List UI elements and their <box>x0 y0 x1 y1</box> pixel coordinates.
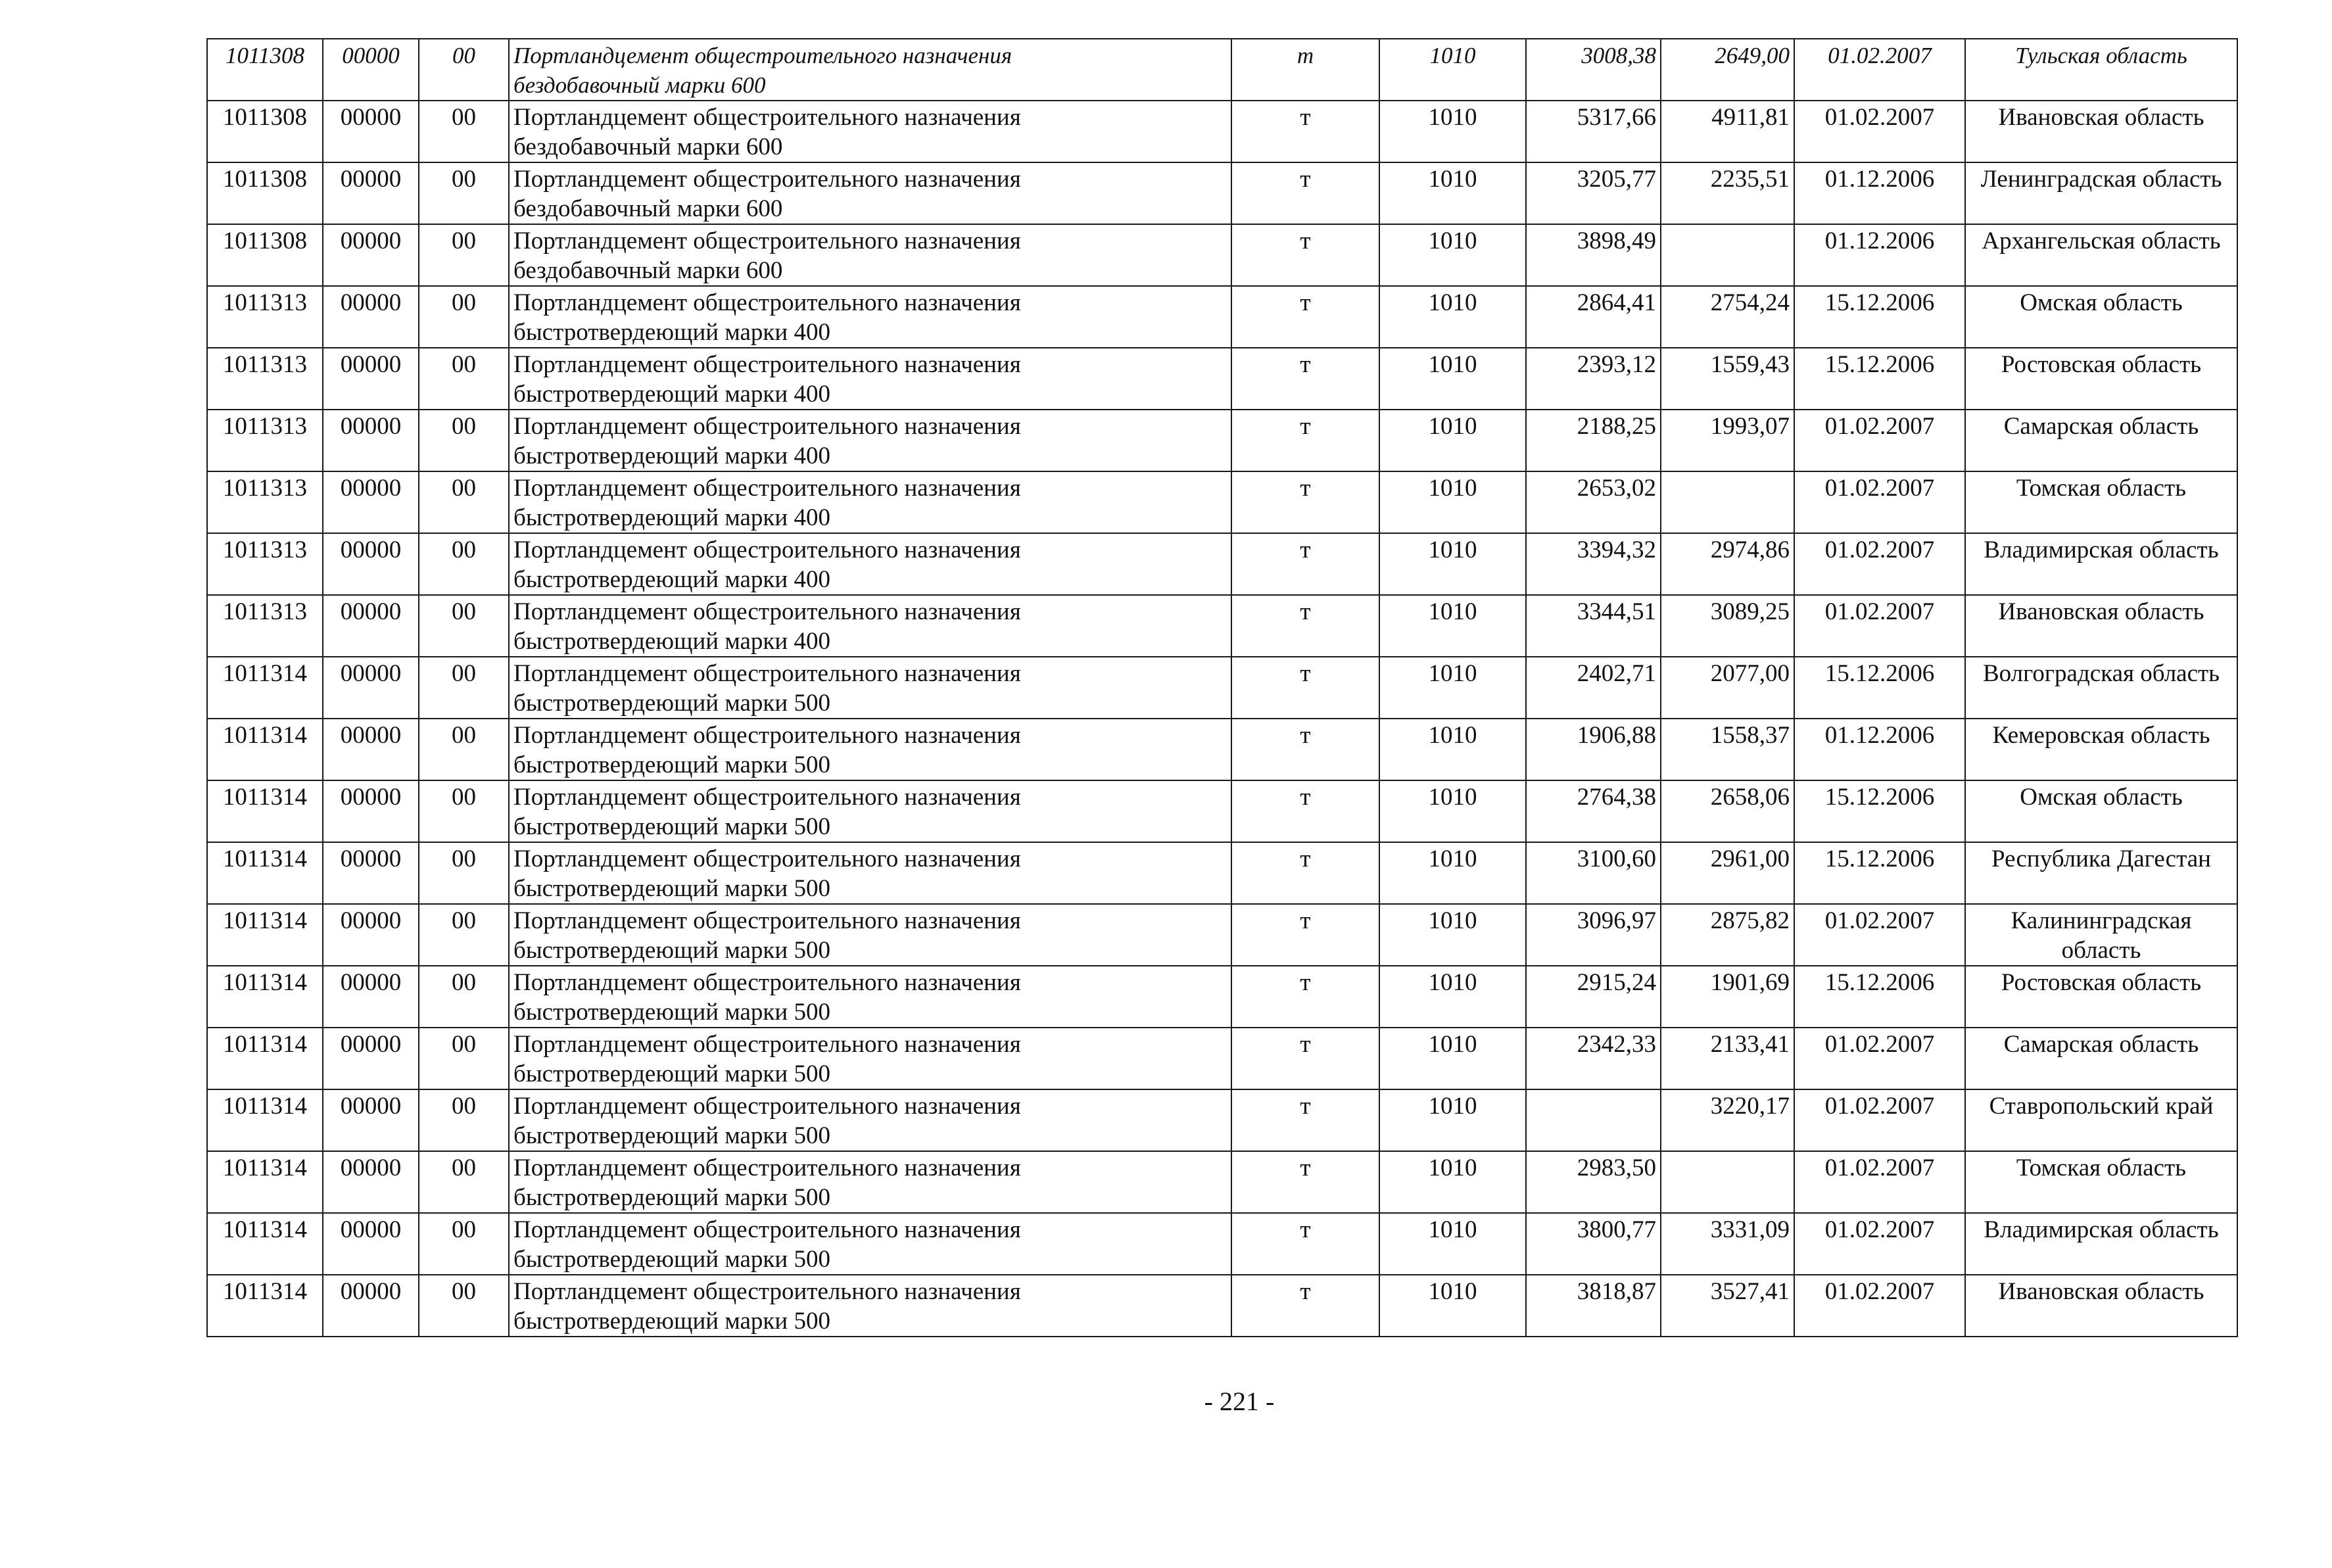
product-name-line-2: бездобавочный марки 600 <box>513 72 766 98</box>
product-name-line-2: быстротвердеющий марки 500 <box>513 1122 830 1149</box>
product-name-cell <box>509 471 1231 533</box>
subcode-cell: 00000 <box>323 966 419 1028</box>
suffix-cell: 00 <box>419 533 509 595</box>
price-1-cell: 1906,88 <box>1526 719 1661 780</box>
date-cell: 15.12.2006 <box>1794 657 1965 719</box>
price-1-cell: 2393,12 <box>1526 348 1661 410</box>
suffix-cell: 00 <box>419 1275 509 1337</box>
product-name-line-1: Портландцемент общестроительного назначения <box>513 43 1012 68</box>
price-2-cell: 2974,86 <box>1661 533 1794 595</box>
date-cell: 15.12.2006 <box>1794 780 1965 842</box>
okei-code-cell: 1010 <box>1379 966 1526 1028</box>
price-2-cell: 2235,51 <box>1661 162 1794 224</box>
subcode-cell: 00000 <box>323 595 419 657</box>
price-1-cell: 2402,71 <box>1526 657 1661 719</box>
product-name-line-2: быстротвердеющий марки 400 <box>513 628 830 655</box>
product-name-line-2: быстротвердеющий марки 400 <box>513 381 830 408</box>
price-1-cell: 3096,97 <box>1526 904 1661 966</box>
subcode-cell: 00000 <box>323 410 419 471</box>
product-name-line-1: Портландцемент общестроительного назначения <box>513 845 1021 872</box>
okei-code-cell: 1010 <box>1379 719 1526 780</box>
product-name-line-2: быстротвердеющий марки 500 <box>513 751 830 778</box>
price-2-cell: 1993,07 <box>1661 410 1794 471</box>
price-2-cell: 4911,81 <box>1661 101 1794 162</box>
suffix-cell: 00 <box>419 1213 509 1275</box>
product-code-cell: 1011314 <box>207 1089 323 1151</box>
subcode-cell: 00000 <box>323 780 419 842</box>
unit-cell: т <box>1231 842 1379 904</box>
price-2-cell: 2875,82 <box>1661 904 1794 966</box>
product-code-cell: 1011313 <box>207 595 323 657</box>
subcode-cell: 00000 <box>323 904 419 966</box>
product-name-cell <box>509 101 1231 162</box>
price-2-cell: 2077,00 <box>1661 657 1794 719</box>
product-name-line-1: Портландцемент общестроительного назначения <box>513 969 1021 996</box>
product-name-cell <box>509 595 1231 657</box>
price-1-cell: 3205,77 <box>1526 162 1661 224</box>
okei-code-cell: 1010 <box>1379 286 1526 348</box>
okei-code-cell: 1010 <box>1379 1151 1526 1213</box>
suffix-cell: 00 <box>419 348 509 410</box>
table-row <box>207 1151 2237 1213</box>
product-name-cell <box>509 1089 1231 1151</box>
region-cell: Ивановская область <box>1965 1275 2237 1337</box>
date-cell: 01.02.2007 <box>1794 39 1965 101</box>
date-cell: 01.02.2007 <box>1794 1213 1965 1275</box>
region-cell: Самарская область <box>1965 1028 2237 1089</box>
suffix-cell: 00 <box>419 162 509 224</box>
okei-code-cell: 1010 <box>1379 904 1526 966</box>
suffix-cell: 00 <box>419 780 509 842</box>
unit-cell: т <box>1231 101 1379 162</box>
unit-cell: т <box>1231 224 1379 286</box>
price-1-cell <box>1526 1089 1661 1151</box>
date-cell: 15.12.2006 <box>1794 348 1965 410</box>
unit-cell: т <box>1231 39 1379 101</box>
date-cell: 01.02.2007 <box>1794 1151 1965 1213</box>
product-name-line-2: быстротвердеющий марки 500 <box>513 1246 830 1273</box>
table-row <box>207 224 2237 286</box>
date-cell: 01.02.2007 <box>1794 410 1965 471</box>
product-code-cell: 1011314 <box>207 1028 323 1089</box>
unit-cell: т <box>1231 471 1379 533</box>
price-2-cell: 1558,37 <box>1661 719 1794 780</box>
product-name-line-2: быстротвердеющий марки 400 <box>513 442 830 469</box>
price-1-cell: 2342,33 <box>1526 1028 1661 1089</box>
suffix-cell: 00 <box>419 657 509 719</box>
subcode-cell: 00000 <box>323 1028 419 1089</box>
product-code-cell: 1011314 <box>207 1213 323 1275</box>
date-cell: 15.12.2006 <box>1794 842 1965 904</box>
subcode-cell: 00000 <box>323 1151 419 1213</box>
suffix-cell: 00 <box>419 471 509 533</box>
price-table <box>206 38 2238 1337</box>
date-cell: 15.12.2006 <box>1794 286 1965 348</box>
product-name-line-2: быстротвердеющий марки 500 <box>513 875 830 902</box>
unit-cell: т <box>1231 1089 1379 1151</box>
price-2-cell: 3220,17 <box>1661 1089 1794 1151</box>
price-2-cell: 2649,00 <box>1661 39 1794 101</box>
price-2-cell: 3527,41 <box>1661 1275 1794 1337</box>
okei-code-cell: 1010 <box>1379 1028 1526 1089</box>
product-name-line-2: быстротвердеющий марки 400 <box>513 319 830 346</box>
region-cell: Волгоградская область <box>1965 657 2237 719</box>
date-cell: 01.12.2006 <box>1794 719 1965 780</box>
price-2-cell: 3089,25 <box>1661 595 1794 657</box>
region-cell: Ивановская область <box>1965 101 2237 162</box>
price-2-cell: 2961,00 <box>1661 842 1794 904</box>
region-cell: Омская область <box>1965 286 2237 348</box>
product-code-cell: 1011314 <box>207 1151 323 1213</box>
unit-cell: т <box>1231 162 1379 224</box>
okei-code-cell: 1010 <box>1379 162 1526 224</box>
suffix-cell: 00 <box>419 842 509 904</box>
product-code-cell: 1011313 <box>207 348 323 410</box>
region-cell: Омская область <box>1965 780 2237 842</box>
subcode-cell: 00000 <box>323 162 419 224</box>
product-name-line-2: быстротвердеющий марки 500 <box>513 1184 830 1211</box>
product-name-cell <box>509 842 1231 904</box>
region-cell: Ивановская область <box>1965 595 2237 657</box>
region-cell: Владимирская область <box>1965 1213 2237 1275</box>
product-name-line-1: Портландцемент общестроительного назначения <box>513 1216 1021 1243</box>
date-cell: 01.02.2007 <box>1794 1275 1965 1337</box>
product-name-line-2: быстротвердеющий марки 500 <box>513 813 830 840</box>
price-1-cell: 2864,41 <box>1526 286 1661 348</box>
region-cell: Самарская область <box>1965 410 2237 471</box>
date-cell: 01.02.2007 <box>1794 595 1965 657</box>
product-name-cell <box>509 904 1231 966</box>
price-2-cell: 2754,24 <box>1661 286 1794 348</box>
product-name-line-1: Портландцемент общестроительного назначения <box>513 1031 1021 1058</box>
product-code-cell: 1011313 <box>207 533 323 595</box>
product-name-line-2: бездобавочный марки 600 <box>513 257 783 284</box>
product-code-cell: 1011314 <box>207 780 323 842</box>
unit-cell: т <box>1231 1213 1379 1275</box>
table-row <box>207 533 2237 595</box>
subcode-cell: 00000 <box>323 1275 419 1337</box>
page-number: - 221 - <box>1204 1387 1275 1416</box>
product-name-line-2: бездобавочный марки 600 <box>513 195 783 222</box>
okei-code-cell: 1010 <box>1379 1089 1526 1151</box>
product-name-cell <box>509 780 1231 842</box>
suffix-cell: 00 <box>419 595 509 657</box>
region-cell: Кемеровская область <box>1965 719 2237 780</box>
date-cell: 01.02.2007 <box>1794 471 1965 533</box>
product-name-line-1: Портландцемент общестроительного назначения <box>513 227 1021 254</box>
product-name-line-2: быстротвердеющий марки 500 <box>513 1060 830 1087</box>
product-name-cell <box>509 657 1231 719</box>
suffix-cell: 00 <box>419 1028 509 1089</box>
product-name-line-2: быстротвердеющий марки 500 <box>513 937 830 964</box>
region-cell: Ставропольский край <box>1965 1089 2237 1151</box>
product-name-cell <box>509 719 1231 780</box>
product-name-line-1: Портландцемент общестроительного назначения <box>513 1154 1021 1181</box>
okei-code-cell: 1010 <box>1379 1275 1526 1337</box>
unit-cell: т <box>1231 1028 1379 1089</box>
product-code-cell: 1011308 <box>207 101 323 162</box>
product-code-cell: 1011308 <box>207 39 323 101</box>
product-name-line-2: быстротвердеющий марки 500 <box>513 690 830 717</box>
unit-cell: т <box>1231 286 1379 348</box>
product-name-line-1: Портландцемент общестроительного назначения <box>513 351 1021 378</box>
product-code-cell: 1011313 <box>207 471 323 533</box>
price-1-cell: 3800,77 <box>1526 1213 1661 1275</box>
subcode-cell: 00000 <box>323 1089 419 1151</box>
product-code-cell: 1011314 <box>207 1275 323 1337</box>
product-name-cell <box>509 39 1231 101</box>
table-row <box>207 904 2237 966</box>
product-name-line-1: Портландцемент общестроительного назначения <box>513 536 1021 563</box>
product-name-line-1: Портландцемент общестроительного назначения <box>513 475 1021 502</box>
table-row <box>207 348 2237 410</box>
product-name-cell <box>509 286 1231 348</box>
table-row <box>207 410 2237 471</box>
product-code-cell: 1011314 <box>207 719 323 780</box>
product-name-line-1: Портландцемент общестроительного назначения <box>513 722 1021 749</box>
table-row <box>207 101 2237 162</box>
date-cell: 01.12.2006 <box>1794 224 1965 286</box>
suffix-cell: 00 <box>419 286 509 348</box>
price-1-cell: 2653,02 <box>1526 471 1661 533</box>
date-cell: 01.02.2007 <box>1794 533 1965 595</box>
subcode-cell: 00000 <box>323 471 419 533</box>
table-row <box>207 657 2237 719</box>
product-code-cell: 1011308 <box>207 224 323 286</box>
product-name-line-1: Портландцемент общестроительного назначения <box>513 166 1021 193</box>
table-row <box>207 1089 2237 1151</box>
price-2-cell <box>1661 224 1794 286</box>
region-cell: Республика Дагестан <box>1965 842 2237 904</box>
product-name-cell <box>509 348 1231 410</box>
product-code-cell: 1011314 <box>207 842 323 904</box>
product-name-line-1: Портландцемент общестроительного назначения <box>513 1278 1021 1305</box>
price-1-cell: 3818,87 <box>1526 1275 1661 1337</box>
table-row <box>207 1028 2237 1089</box>
product-name-line-1: Портландцемент общестроительного назначения <box>513 289 1021 316</box>
region-cell: Ростовская область <box>1965 348 2237 410</box>
product-name-line-1: Портландцемент общестроительного назначения <box>513 598 1021 625</box>
table-row <box>207 286 2237 348</box>
okei-code-cell: 1010 <box>1379 224 1526 286</box>
suffix-cell: 00 <box>419 719 509 780</box>
price-2-cell: 1901,69 <box>1661 966 1794 1028</box>
table-row <box>207 39 2237 101</box>
okei-code-cell: 1010 <box>1379 842 1526 904</box>
price-1-cell: 3344,51 <box>1526 595 1661 657</box>
price-1-cell: 3898,49 <box>1526 224 1661 286</box>
table-row <box>207 780 2237 842</box>
okei-code-cell: 1010 <box>1379 657 1526 719</box>
date-cell: 01.02.2007 <box>1794 904 1965 966</box>
subcode-cell: 00000 <box>323 224 419 286</box>
product-name-cell <box>509 966 1231 1028</box>
subcode-cell: 00000 <box>323 1213 419 1275</box>
product-name-cell <box>509 1151 1231 1213</box>
product-name-cell <box>509 410 1231 471</box>
subcode-cell: 00000 <box>323 286 419 348</box>
region-cell: Томская область <box>1965 471 2237 533</box>
product-code-cell: 1011313 <box>207 286 323 348</box>
product-name-line-1: Портландцемент общестроительного назначения <box>513 660 1021 687</box>
unit-cell: т <box>1231 348 1379 410</box>
price-2-cell: 3331,09 <box>1661 1213 1794 1275</box>
product-name-cell <box>509 1213 1231 1275</box>
table-row <box>207 595 2237 657</box>
price-2-cell: 1559,43 <box>1661 348 1794 410</box>
unit-cell: т <box>1231 904 1379 966</box>
suffix-cell: 00 <box>419 1089 509 1151</box>
table-row <box>207 1213 2237 1275</box>
subcode-cell: 00000 <box>323 39 419 101</box>
product-name-line-2: быстротвердеющий марки 400 <box>513 566 830 593</box>
table-row <box>207 719 2237 780</box>
unit-cell: т <box>1231 595 1379 657</box>
suffix-cell: 00 <box>419 966 509 1028</box>
product-name-cell <box>509 533 1231 595</box>
product-name-line-1: Портландцемент общестроительного назначения <box>513 104 1021 131</box>
suffix-cell: 00 <box>419 224 509 286</box>
date-cell: 01.02.2007 <box>1794 101 1965 162</box>
region-cell: Архангельская область <box>1965 224 2237 286</box>
product-name-cell <box>509 1028 1231 1089</box>
price-1-cell: 5317,66 <box>1526 101 1661 162</box>
table-row <box>207 1275 2237 1337</box>
product-name-line-2: быстротвердеющий марки 400 <box>513 504 830 531</box>
okei-code-cell: 1010 <box>1379 39 1526 101</box>
okei-code-cell: 1010 <box>1379 410 1526 471</box>
price-2-cell: 2658,06 <box>1661 780 1794 842</box>
date-cell: 01.12.2006 <box>1794 162 1965 224</box>
unit-cell: т <box>1231 533 1379 595</box>
subcode-cell: 00000 <box>323 533 419 595</box>
region-cell: Томская область <box>1965 1151 2237 1213</box>
product-name-cell <box>509 1275 1231 1337</box>
subcode-cell: 00000 <box>323 842 419 904</box>
product-name-line-1: Портландцемент общестроительного назначения <box>513 413 1021 440</box>
product-code-cell: 1011314 <box>207 904 323 966</box>
suffix-cell: 00 <box>419 1151 509 1213</box>
okei-code-cell: 1010 <box>1379 595 1526 657</box>
product-code-cell: 1011314 <box>207 966 323 1028</box>
product-name-line-2: бездобавочный марки 600 <box>513 133 783 160</box>
okei-code-cell: 1010 <box>1379 348 1526 410</box>
price-1-cell: 2983,50 <box>1526 1151 1661 1213</box>
subcode-cell: 00000 <box>323 719 419 780</box>
region-cell: Калининградская область <box>1965 904 2237 966</box>
product-name-cell <box>509 224 1231 286</box>
table-row <box>207 162 2237 224</box>
product-code-cell: 1011313 <box>207 410 323 471</box>
product-code-cell: 1011314 <box>207 657 323 719</box>
okei-code-cell: 1010 <box>1379 533 1526 595</box>
subcode-cell: 00000 <box>323 657 419 719</box>
table-row <box>207 966 2237 1028</box>
price-1-cell: 3100,60 <box>1526 842 1661 904</box>
region-cell: Владимирская область <box>1965 533 2237 595</box>
product-name-line-2: быстротвердеющий марки 500 <box>513 999 830 1026</box>
region-cell: Ленинградская область <box>1965 162 2237 224</box>
price-1-cell: 3008,38 <box>1526 39 1661 101</box>
price-1-cell: 2188,25 <box>1526 410 1661 471</box>
price-2-cell: 2133,41 <box>1661 1028 1794 1089</box>
date-cell: 01.02.2007 <box>1794 1028 1965 1089</box>
date-cell: 01.02.2007 <box>1794 1089 1965 1151</box>
suffix-cell: 00 <box>419 101 509 162</box>
okei-code-cell: 1010 <box>1379 780 1526 842</box>
region-cell: Тульская область <box>1965 39 2237 101</box>
unit-cell: т <box>1231 719 1379 780</box>
price-2-cell <box>1661 1151 1794 1213</box>
table-body <box>207 39 2237 1337</box>
unit-cell: т <box>1231 1151 1379 1213</box>
price-2-cell <box>1661 471 1794 533</box>
table-row <box>207 842 2237 904</box>
price-1-cell: 2764,38 <box>1526 780 1661 842</box>
price-1-cell: 3394,32 <box>1526 533 1661 595</box>
product-name-line-2: быстротвердеющий марки 500 <box>513 1308 830 1335</box>
unit-cell: т <box>1231 780 1379 842</box>
subcode-cell: 00000 <box>323 348 419 410</box>
unit-cell: т <box>1231 410 1379 471</box>
suffix-cell: 00 <box>419 410 509 471</box>
unit-cell: т <box>1231 966 1379 1028</box>
product-name-line-1: Портландцемент общестроительного назначения <box>513 784 1021 811</box>
product-code-cell: 1011308 <box>207 162 323 224</box>
suffix-cell: 00 <box>419 904 509 966</box>
unit-cell: т <box>1231 1275 1379 1337</box>
subcode-cell: 00000 <box>323 101 419 162</box>
product-name-cell <box>509 162 1231 224</box>
date-cell: 15.12.2006 <box>1794 966 1965 1028</box>
unit-cell: т <box>1231 657 1379 719</box>
region-cell: Ростовская область <box>1965 966 2237 1028</box>
okei-code-cell: 1010 <box>1379 471 1526 533</box>
price-1-cell: 2915,24 <box>1526 966 1661 1028</box>
product-name-line-1: Портландцемент общестроительного назначения <box>513 907 1021 934</box>
okei-code-cell: 1010 <box>1379 101 1526 162</box>
suffix-cell: 00 <box>419 39 509 101</box>
okei-code-cell: 1010 <box>1379 1213 1526 1275</box>
table-row <box>207 471 2237 533</box>
product-name-line-1: Портландцемент общестроительного назначения <box>513 1093 1021 1120</box>
